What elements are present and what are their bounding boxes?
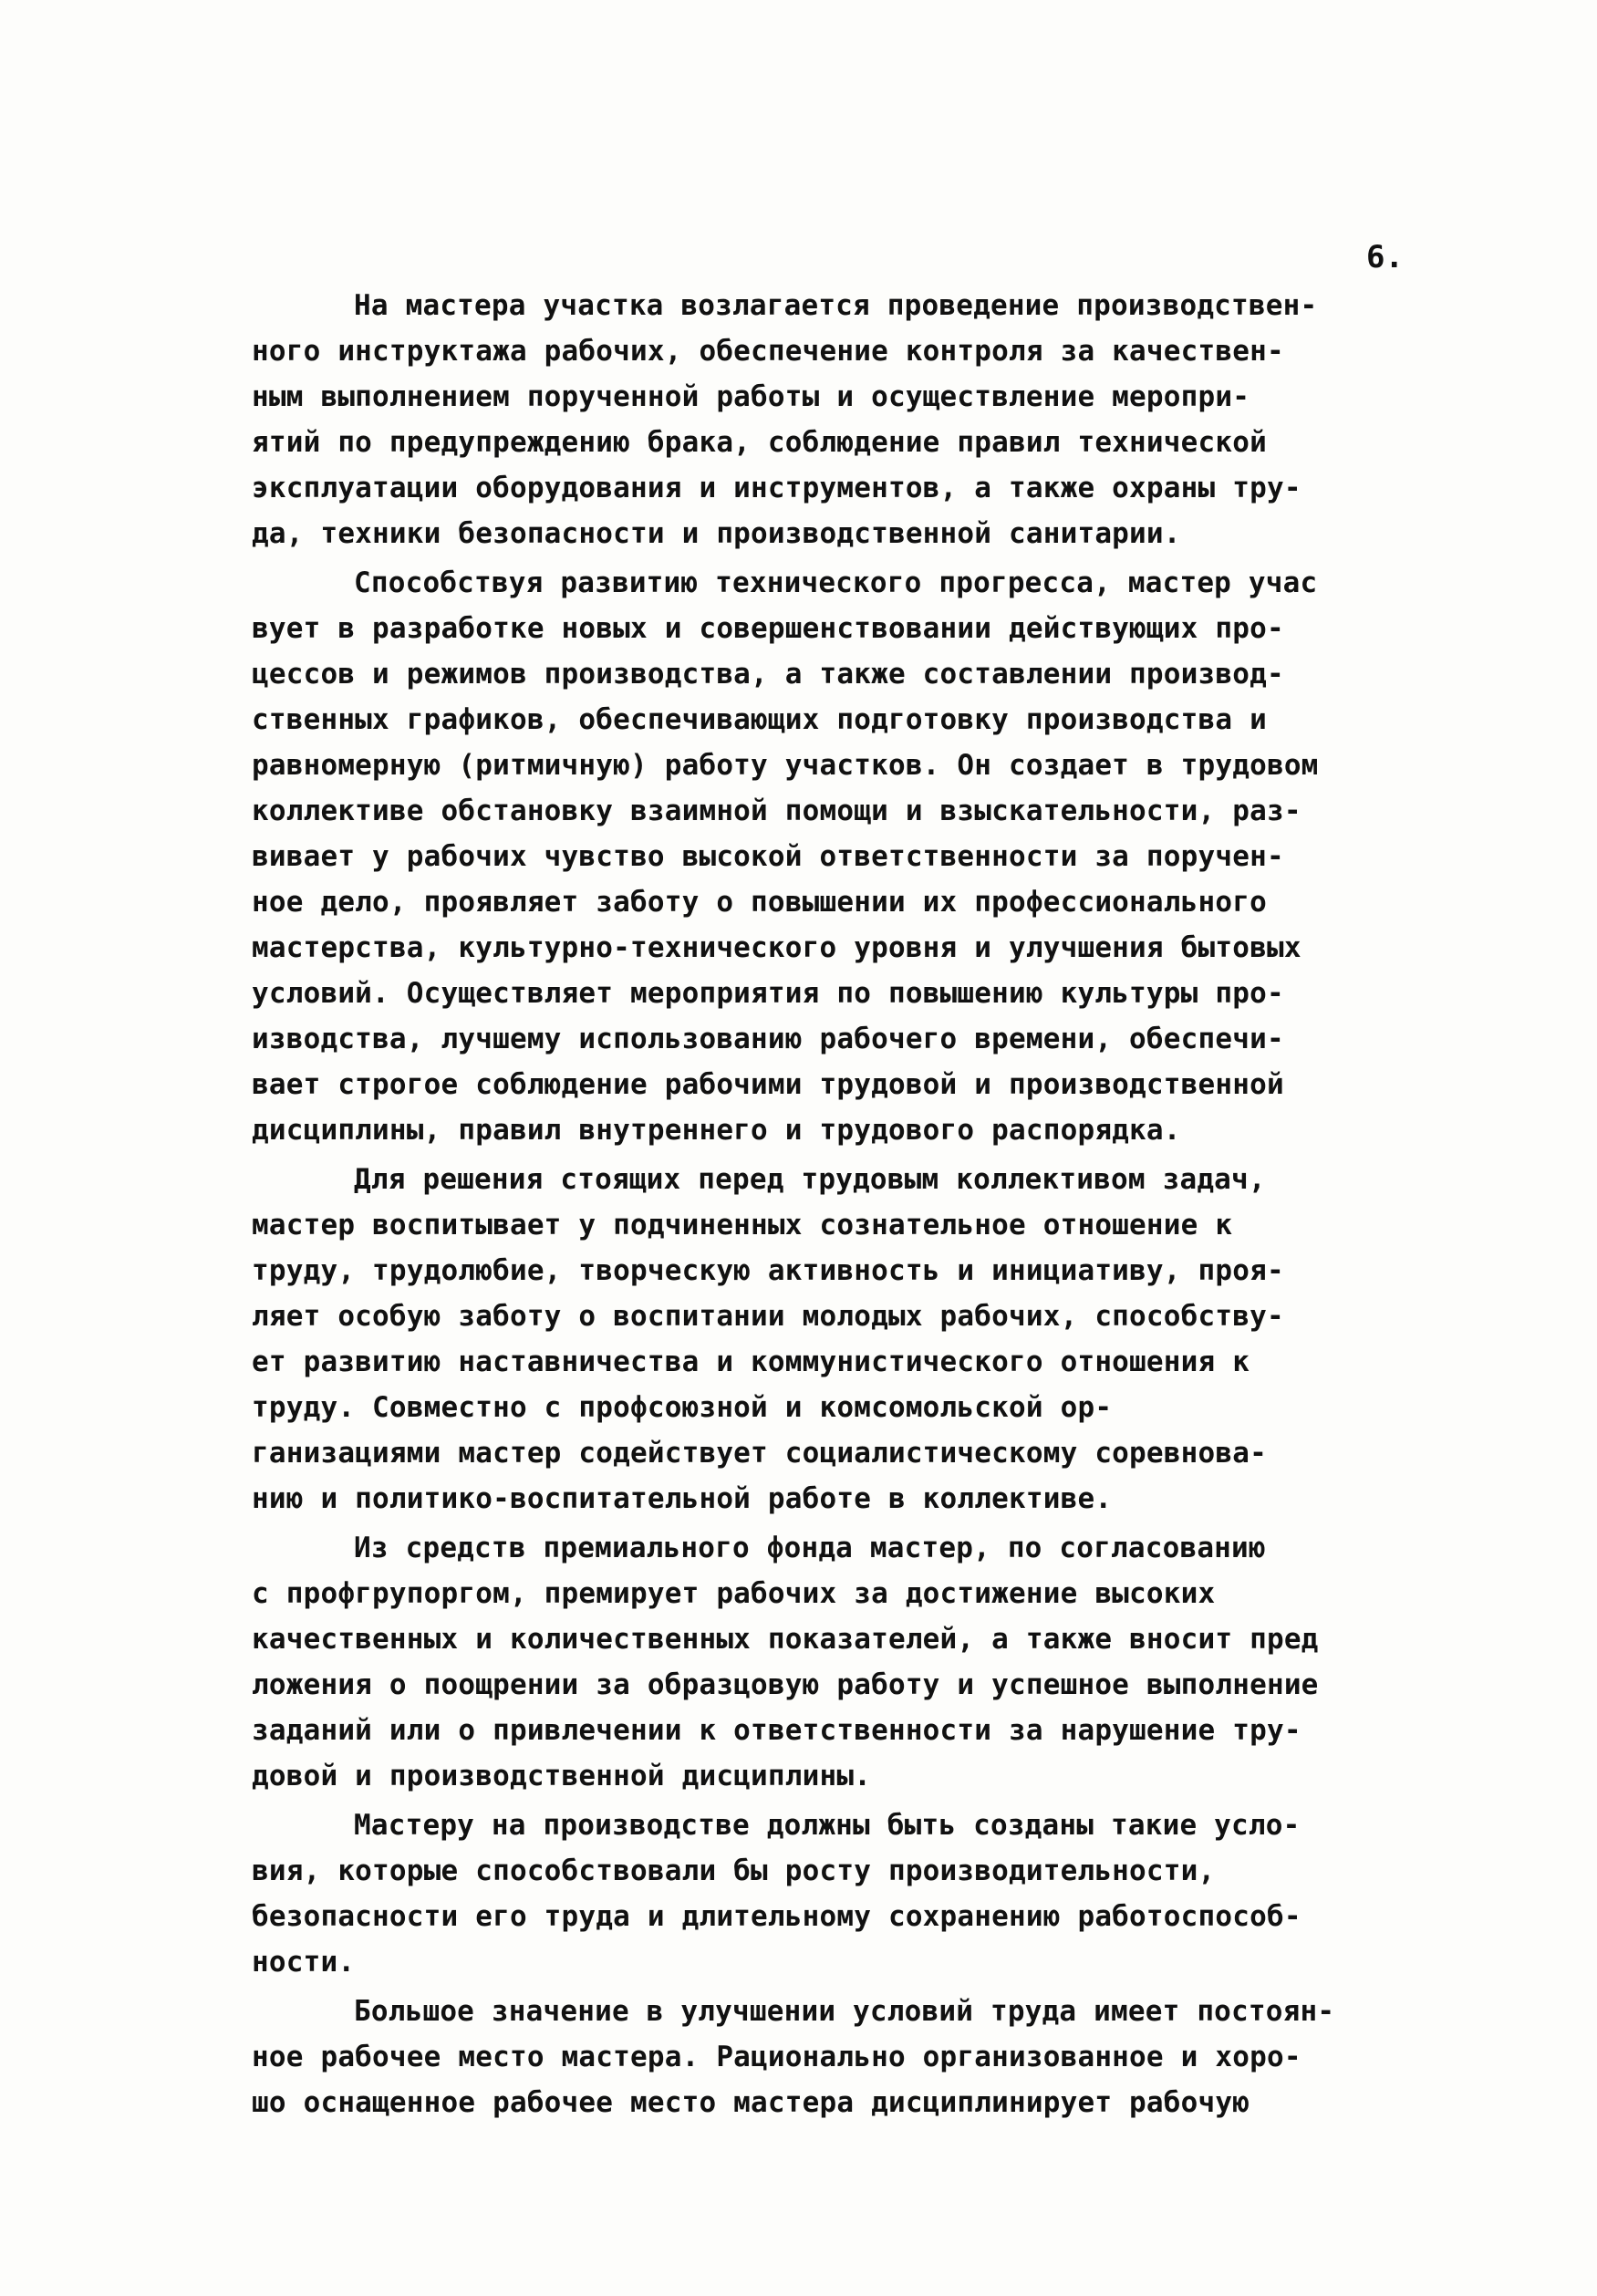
paragraph (252, 1989, 1483, 2125)
page-number: 6. (1366, 239, 1404, 275)
text-line: труду. Совместно с профсоюзной и комсомольской ор- (252, 1391, 1113, 1424)
text-line: равномерную (ритмичную) работу участков. Он создает в трудовом (252, 749, 1319, 782)
text-line: труду, трудолюбие, творческую активность и инициативу, проя- (252, 1254, 1284, 1287)
text-line: Мастеру на производстве должны быть созданы такие усло- (354, 1809, 1301, 1842)
text-line: эксплуатации оборудования и инструментов, а также охраны тру- (252, 472, 1301, 504)
text-line: вивает у рабочих чувство высокой ответственности за поручен- (252, 840, 1284, 873)
paragraph (252, 1803, 1483, 1985)
text-line: ным выполнением порученной работы и осуществление меропри- (252, 380, 1250, 413)
text-line: нию и политико-воспитательной работе в коллективе. (252, 1482, 1113, 1515)
text-line: коллективе обстановку взаимной помощи и взыскательности, раз- (252, 795, 1301, 827)
paragraph (252, 1525, 1483, 1799)
text-line: мастер воспитывает у подчиненных сознательное отношение к (252, 1209, 1233, 1242)
text-line: дисциплины, правил внутреннего и трудового распорядка. (252, 1114, 1181, 1147)
text-line: да, техники безопасности и производственной санитарии. (252, 517, 1181, 550)
text-line: вует в разработке новых и совершенствовании действующих про- (252, 612, 1284, 645)
typed-text-body (252, 283, 1483, 2125)
text-line: ет развитию наставничества и коммунистического отношения к (252, 1345, 1250, 1378)
text-line: Большое значение в улучшении условий труда имеет постоян- (354, 1995, 1335, 2028)
text-line: ности. (252, 1946, 356, 1979)
text-line: ное дело, проявляет заботу о повышении их профессионального (252, 886, 1267, 919)
text-line: вия, которые способствовали бы росту производительности, (252, 1854, 1216, 1887)
text-line: условий. Осуществляет мероприятия по повышению культуры про- (252, 977, 1284, 1010)
text-line: Способствуя развитию технического прогресса, мастер учас (354, 566, 1318, 599)
paragraph (252, 1157, 1483, 1522)
text-line: изводства, лучшему использованию рабочего времени, обеспечи- (252, 1023, 1284, 1055)
text-line: заданий или о привлечении к ответственности за нарушение тру- (252, 1714, 1301, 1747)
text-line: ганизациями мастер содействует социалистическому соревнова- (252, 1437, 1267, 1470)
text-line: цессов и режимов производства, а также составлении производ- (252, 658, 1284, 691)
text-line: безопасности его труда и длительному сохранению работоспособ- (252, 1900, 1301, 1933)
text-line: ложения о поощрении за образцовую работу и успешное выполнение (252, 1668, 1319, 1701)
text-line: ного инструктажа рабочих, обеспечение контроля за качествен- (252, 335, 1284, 368)
text-line: ляет особую заботу о воспитании молодых рабочих, способству- (252, 1300, 1284, 1333)
text-line: ятий по предупреждению брака, соблюдение правил технической (252, 426, 1267, 459)
text-line: На мастера участка возлагается проведение производствен- (354, 289, 1318, 322)
paragraph (252, 283, 1483, 556)
text-line: Для решения стоящих перед трудовым коллективом задач, (354, 1163, 1266, 1196)
paragraph (252, 560, 1483, 1153)
text-line: шо оснащенное рабочее место мастера дисциплинирует рабочую (252, 2086, 1250, 2119)
text-line: ственных графиков, обеспечивающих подготовку производства и (252, 703, 1267, 736)
text-line: мастерства, культурно-технического уровня и улучшения бытовых (252, 931, 1301, 964)
text-line: ное рабочее место мастера. Рационально организованное и хоро- (252, 2041, 1301, 2073)
text-line: с профгрупоргом, премирует рабочих за достижение высоких (252, 1577, 1216, 1610)
text-line: вает строгое соблюдение рабочими трудовой и производственной (252, 1068, 1284, 1101)
text-line: качественных и количественных показателей, а также вносит пред (252, 1623, 1319, 1656)
text-line: довой и производственной дисциплины. (252, 1760, 872, 1792)
text-line: Из средств премиального фонда мастер, по согласованию (354, 1532, 1266, 1564)
